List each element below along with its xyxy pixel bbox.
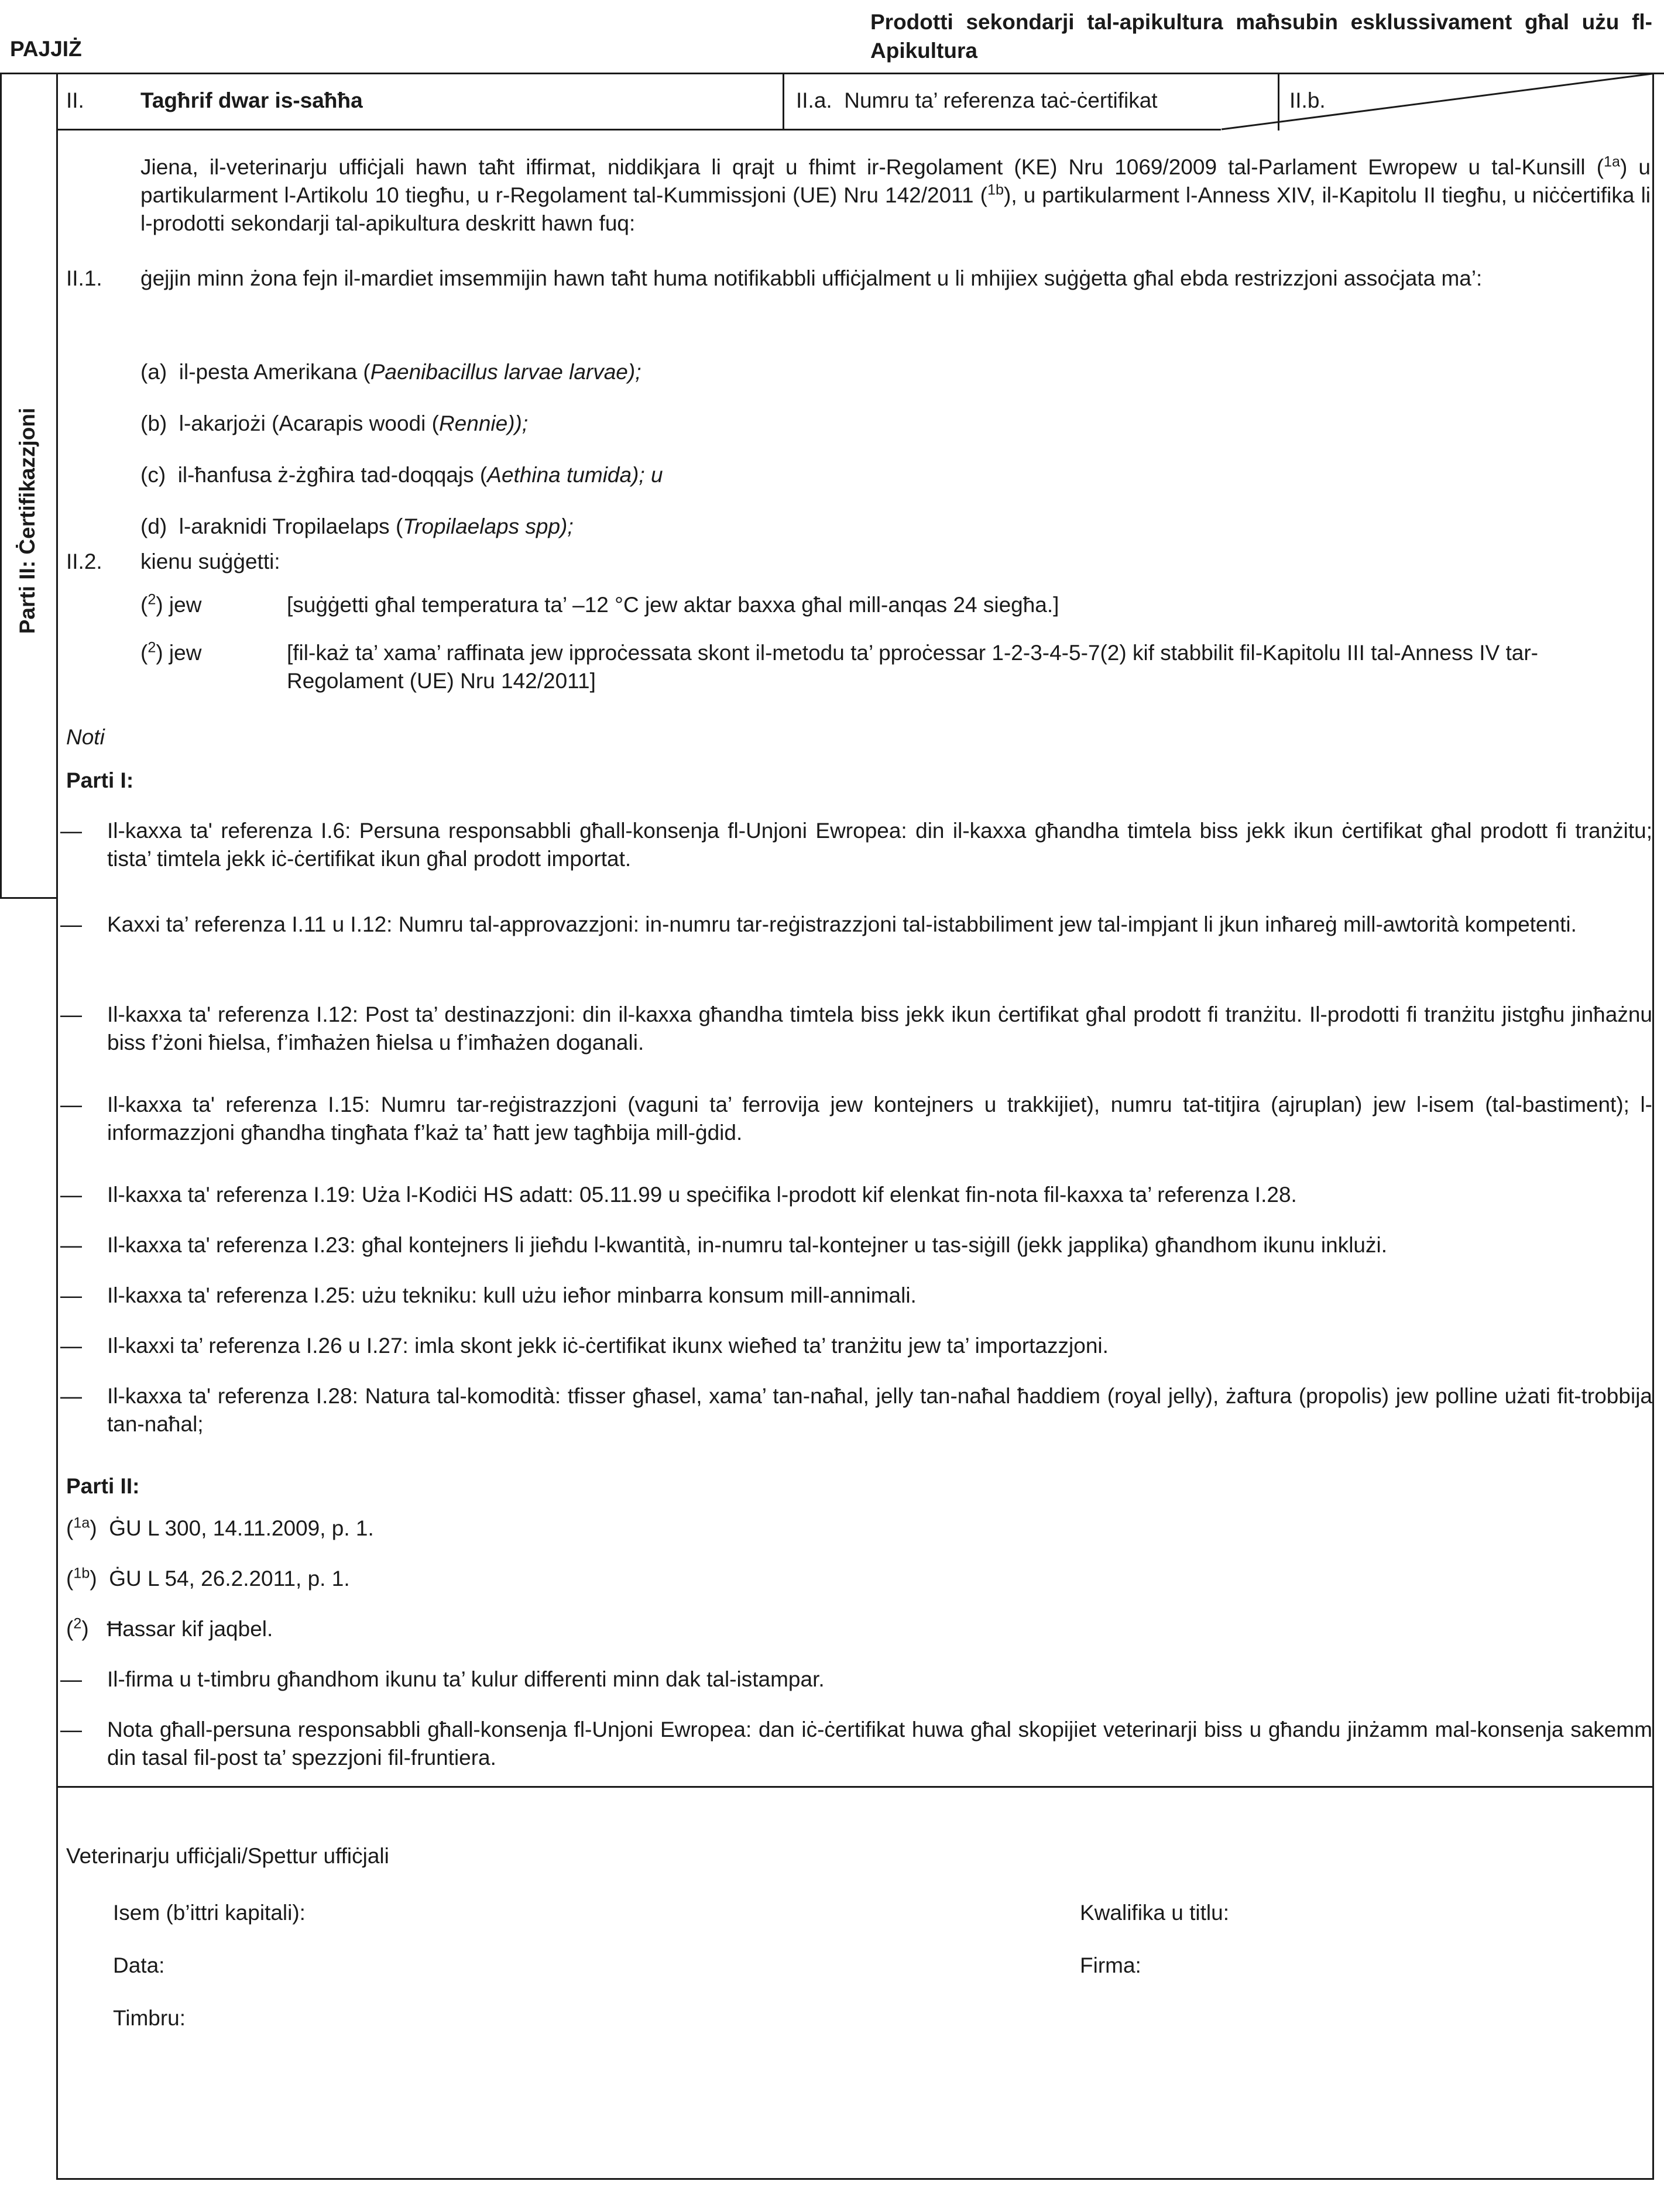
footnote-ref: 2 <box>147 639 156 656</box>
right-border <box>1652 73 1654 2179</box>
footnote-ref: 2 <box>73 1615 82 1632</box>
declaration-text-2: ) u partikularment l-Artikolu 10 tiegħu, u r-Regolament tal-Kummissjoni (UE) Nru 142/2011 ( <box>140 155 1651 208</box>
dash-marker: — <box>60 912 82 936</box>
disease-name: (c) il-ħanfusa ż-żgħira tad-doqqajs ( <box>140 463 488 487</box>
note-item <box>60 1282 1652 1310</box>
disease-name: (a) il-pesta Amerikana ( <box>140 360 370 384</box>
disease-name: (b) l-akarjożi (Acarapis woodi ( <box>140 411 439 435</box>
dash-marker: — <box>60 1093 82 1117</box>
note-text: Il-firma u t-timbru għandhom ikunu ta’ kulur differenti minn dak tal-istampar. <box>107 1667 825 1691</box>
note-text: Il-kaxxa ta' referenza I.15: Numru tar-reġistrazzjoni (vaguni ta’ ferrovija jew kontejners u trakkijiet), numru tat-titjira (ajruplan) jew l-isem (tal-bastiment); l-informazzjoni għandha tingħata f’każ ta’ ħatt jew tagħbija mill-ġdid. <box>107 1093 1652 1145</box>
option-marker: ($^2$) jew <box>140 639 202 665</box>
disease-item <box>140 410 528 438</box>
part2-heading: Parti II: <box>66 1474 140 1498</box>
note-item <box>60 1382 1652 1438</box>
dash-marker: — <box>60 1718 82 1742</box>
note-text: Il-kaxxa ta' referenza I.6: Persuna responsabbli għall-konsenja fl-Unjoni Ewropea: din il-kaxxa għandha timtela biss jekk ikun ċertifikat għal prodott fi tranżitu; tista’ timtela jekk iċ-ċertifikat ikun għal prodott importat. <box>107 819 1652 871</box>
disease-latin: Paenibacillus larvae larvae); <box>370 360 641 384</box>
reference-number-label: II.a. Numru ta’ referenza taċ-ċertifikat <box>796 88 1158 112</box>
footnote: ($^2$) Ħassar kif jaqbel. <box>66 1615 273 1641</box>
footnote-ref: 1a <box>73 1514 90 1531</box>
note-text: Il-kaxxa ta' referenza I.19: Uża l-Kodiċi HS adatt: 05.11.99 u speċifika l-prodott kif elenkat fin-nota fil-kaxxa ta’ referenza I.28. <box>107 1183 1297 1207</box>
declaration-text-3: ), u partikularment l-Anness XIV, il-Kapitolu II tiegħu, u niċċertifika li l-prodotti sekondarji tal-apikultura deskritt hawn fuq: <box>140 183 1651 236</box>
part1-heading: Parti I: <box>66 768 134 792</box>
section-number: II. <box>66 88 84 112</box>
disease-item <box>140 461 663 489</box>
country-label: PAJJIŻ <box>10 37 82 61</box>
note-item <box>60 817 1652 873</box>
stamp-field-label: Timbru: <box>113 2006 186 2030</box>
footnote-text: ĠU L 54, 26.2.2011, p. 1. <box>109 1567 350 1591</box>
note-item <box>60 1231 1652 1259</box>
note-text: Il-kaxxa ta' referenza I.12: Post ta’ destinazzjoni: din il-kaxxa għandha timtela biss jekk ikun ċertifikat għal prodott fi tranżitu. Il-prodotti fi tranżitu jistgħu jinħażnu biss f’żoni ħielsa, f’imħażen ħielsa u f’imħażen doganali. <box>107 1002 1652 1055</box>
dash-marker: — <box>60 1002 82 1026</box>
ii1-text: ġejjin minn żona fejn il-mardiet imsemmijin hawn taħt huma notifikabbli uffiċjalment u li mhijiex suġġetta għal ebda restrizzjoni assoċjata ma’: <box>140 266 1483 290</box>
note-text: Il-kaxxa ta' referenza I.25: użu tekniku: kull użu ieħor minbarra konsum mill-annimali. <box>107 1283 917 1307</box>
signature-heading: Veterinarju uffiċjali/Spettur uffiċjali <box>66 1844 389 1868</box>
left-border <box>0 73 2 898</box>
note-item <box>60 1181 1652 1209</box>
dash-marker: — <box>60 1384 82 1408</box>
declaration-text-1: Jiena, il-veterinarju uffiċjali hawn taħt iffirmat, niddikjara li qrajt u fhimt ir-Regolament (KE) Nru 1069/2009 tal-Parlament Ewropew u tal-Kunsill ( <box>140 155 1604 179</box>
note-text: Il-kaxxi ta’ referenza I.26 u I.27: imla skont jekk iċ-ċertifikat ikunx wieħed ta’ tranżitu jew ta’ importazzjoni. <box>107 1334 1109 1358</box>
note-text: Il-kaxxa ta' referenza I.28: Natura tal-komodità: tfisser għasel, xama’ tan-naħal, jelly tan-naħal ħaddiem (royal jelly), żaftura (propolis) jew polline użati fit-trobbija tan-naħal; <box>107 1384 1652 1437</box>
ii2-number: II.2. <box>66 549 102 573</box>
disease-name: (d) l-araknidi Tropilaelaps ( <box>140 514 403 538</box>
note-item <box>60 1665 1652 1694</box>
option-marker: ($^2$) jew <box>140 591 202 617</box>
page-bottom-rule <box>56 2178 1654 2180</box>
dash-marker: — <box>60 1334 82 1358</box>
signature-field-label: Firma: <box>1080 1953 1141 1977</box>
note-item <box>60 1091 1652 1147</box>
footnote-ref: 1a <box>1604 153 1621 170</box>
footnote-ref: 2 <box>147 591 156 608</box>
dash-marker: — <box>60 1183 82 1207</box>
note-item <box>60 1001 1652 1057</box>
ii1-number: II.1. <box>66 266 102 290</box>
inner-border <box>56 73 58 2179</box>
dash-marker: — <box>60 819 82 843</box>
ii2-text: kienu suġġetti: <box>140 549 280 573</box>
disease-latin: Tropilaelaps spp); <box>403 514 574 538</box>
note-text: Kaxxi ta’ referenza I.11 u I.12: Numru tal-approvazzjoni: in-numru tar-reġistrazzjoni tal-istabbiliment jew tal-impjant li jkun inħareġ mill-awtorità kompetenti. <box>107 912 1577 936</box>
notes-bottom-rule <box>56 1786 1654 1788</box>
notes-heading: Noti <box>66 725 105 749</box>
section-title: Tagħrif dwar is-saħħa <box>140 88 363 112</box>
left-column-bottom <box>0 897 57 899</box>
note-text: Nota għall-persuna responsabbli għall-konsenja fl-Unjoni Ewropea: dan iċ-ċertifikat huwa għal skopijiet veterinarji biss u għandu jinżamm mal-konsenja sakemm din tasal fil-post ta’ spezzjoni fil-fruntiera. <box>107 1718 1652 1770</box>
disease-latin: Rennie)); <box>438 411 529 435</box>
note-item <box>60 1332 1652 1360</box>
name-field-label: Isem (b’ittri kapitali): <box>113 1901 306 1925</box>
certificate-title: Prodotti sekondarji tal-apikultura maħsubin esklussivament għal użu fl-Apikultura <box>870 10 1652 63</box>
footnote-text: ĠU L 300, 14.11.2009, p. 1. <box>109 1516 374 1540</box>
dash-marker: — <box>60 1283 82 1307</box>
footnote: ($^{1b}$) ĠU L 54, 26.2.2011, p. 1. <box>66 1565 350 1591</box>
dash-marker: — <box>60 1667 82 1691</box>
disease-item <box>140 513 574 541</box>
note-item <box>60 911 1652 939</box>
option-jew: ) jew <box>156 641 202 665</box>
option-jew: ) jew <box>156 593 202 617</box>
option-text: [fil-każ ta’ xama’ raffinata jew ipproċessata skont il-metodu ta’ pproċessar 1-2-3-4-5-7(2) kif stabbilit fil-Kapitolu III tal-Anness IV tar-Regolament (UE) Nru 142/2011] <box>287 641 1538 693</box>
footnote-ref: 1b <box>73 1565 90 1582</box>
footnote-text: Ħassar kif jaqbel. <box>107 1617 273 1641</box>
date-field-label: Data: <box>113 1953 165 1977</box>
footnote-ref: 1b <box>987 181 1004 198</box>
footnote: ($^{1a}$) ĠU L 300, 14.11.2009, p. 1. <box>66 1514 374 1540</box>
iib-diagonal <box>0 0 1664 140</box>
disease-latin: Aethina tumida); u <box>487 463 663 487</box>
part-label: Parti II: Ċertifikazzjoni <box>15 407 39 634</box>
iib-label: II.b. <box>1289 88 1326 112</box>
option-text: [suġġetti għal temperatura ta’ –12 °C jew aktar baxxa għal mill-anqas 24 siegħa.] <box>287 593 1059 617</box>
note-item <box>60 1716 1652 1772</box>
qualification-field-label: Kwalifika u titlu: <box>1080 1901 1229 1925</box>
declaration-paragraph <box>140 153 1651 238</box>
dash-marker: — <box>60 1233 82 1257</box>
note-text: Il-kaxxa ta' referenza I.23: għal kontejners li jieħdu l-kwantità, in-numru tal-kontejner u tas-siġill (jekk japplika) għandhom ikunu inklużi. <box>107 1233 1388 1257</box>
disease-item <box>140 358 641 386</box>
